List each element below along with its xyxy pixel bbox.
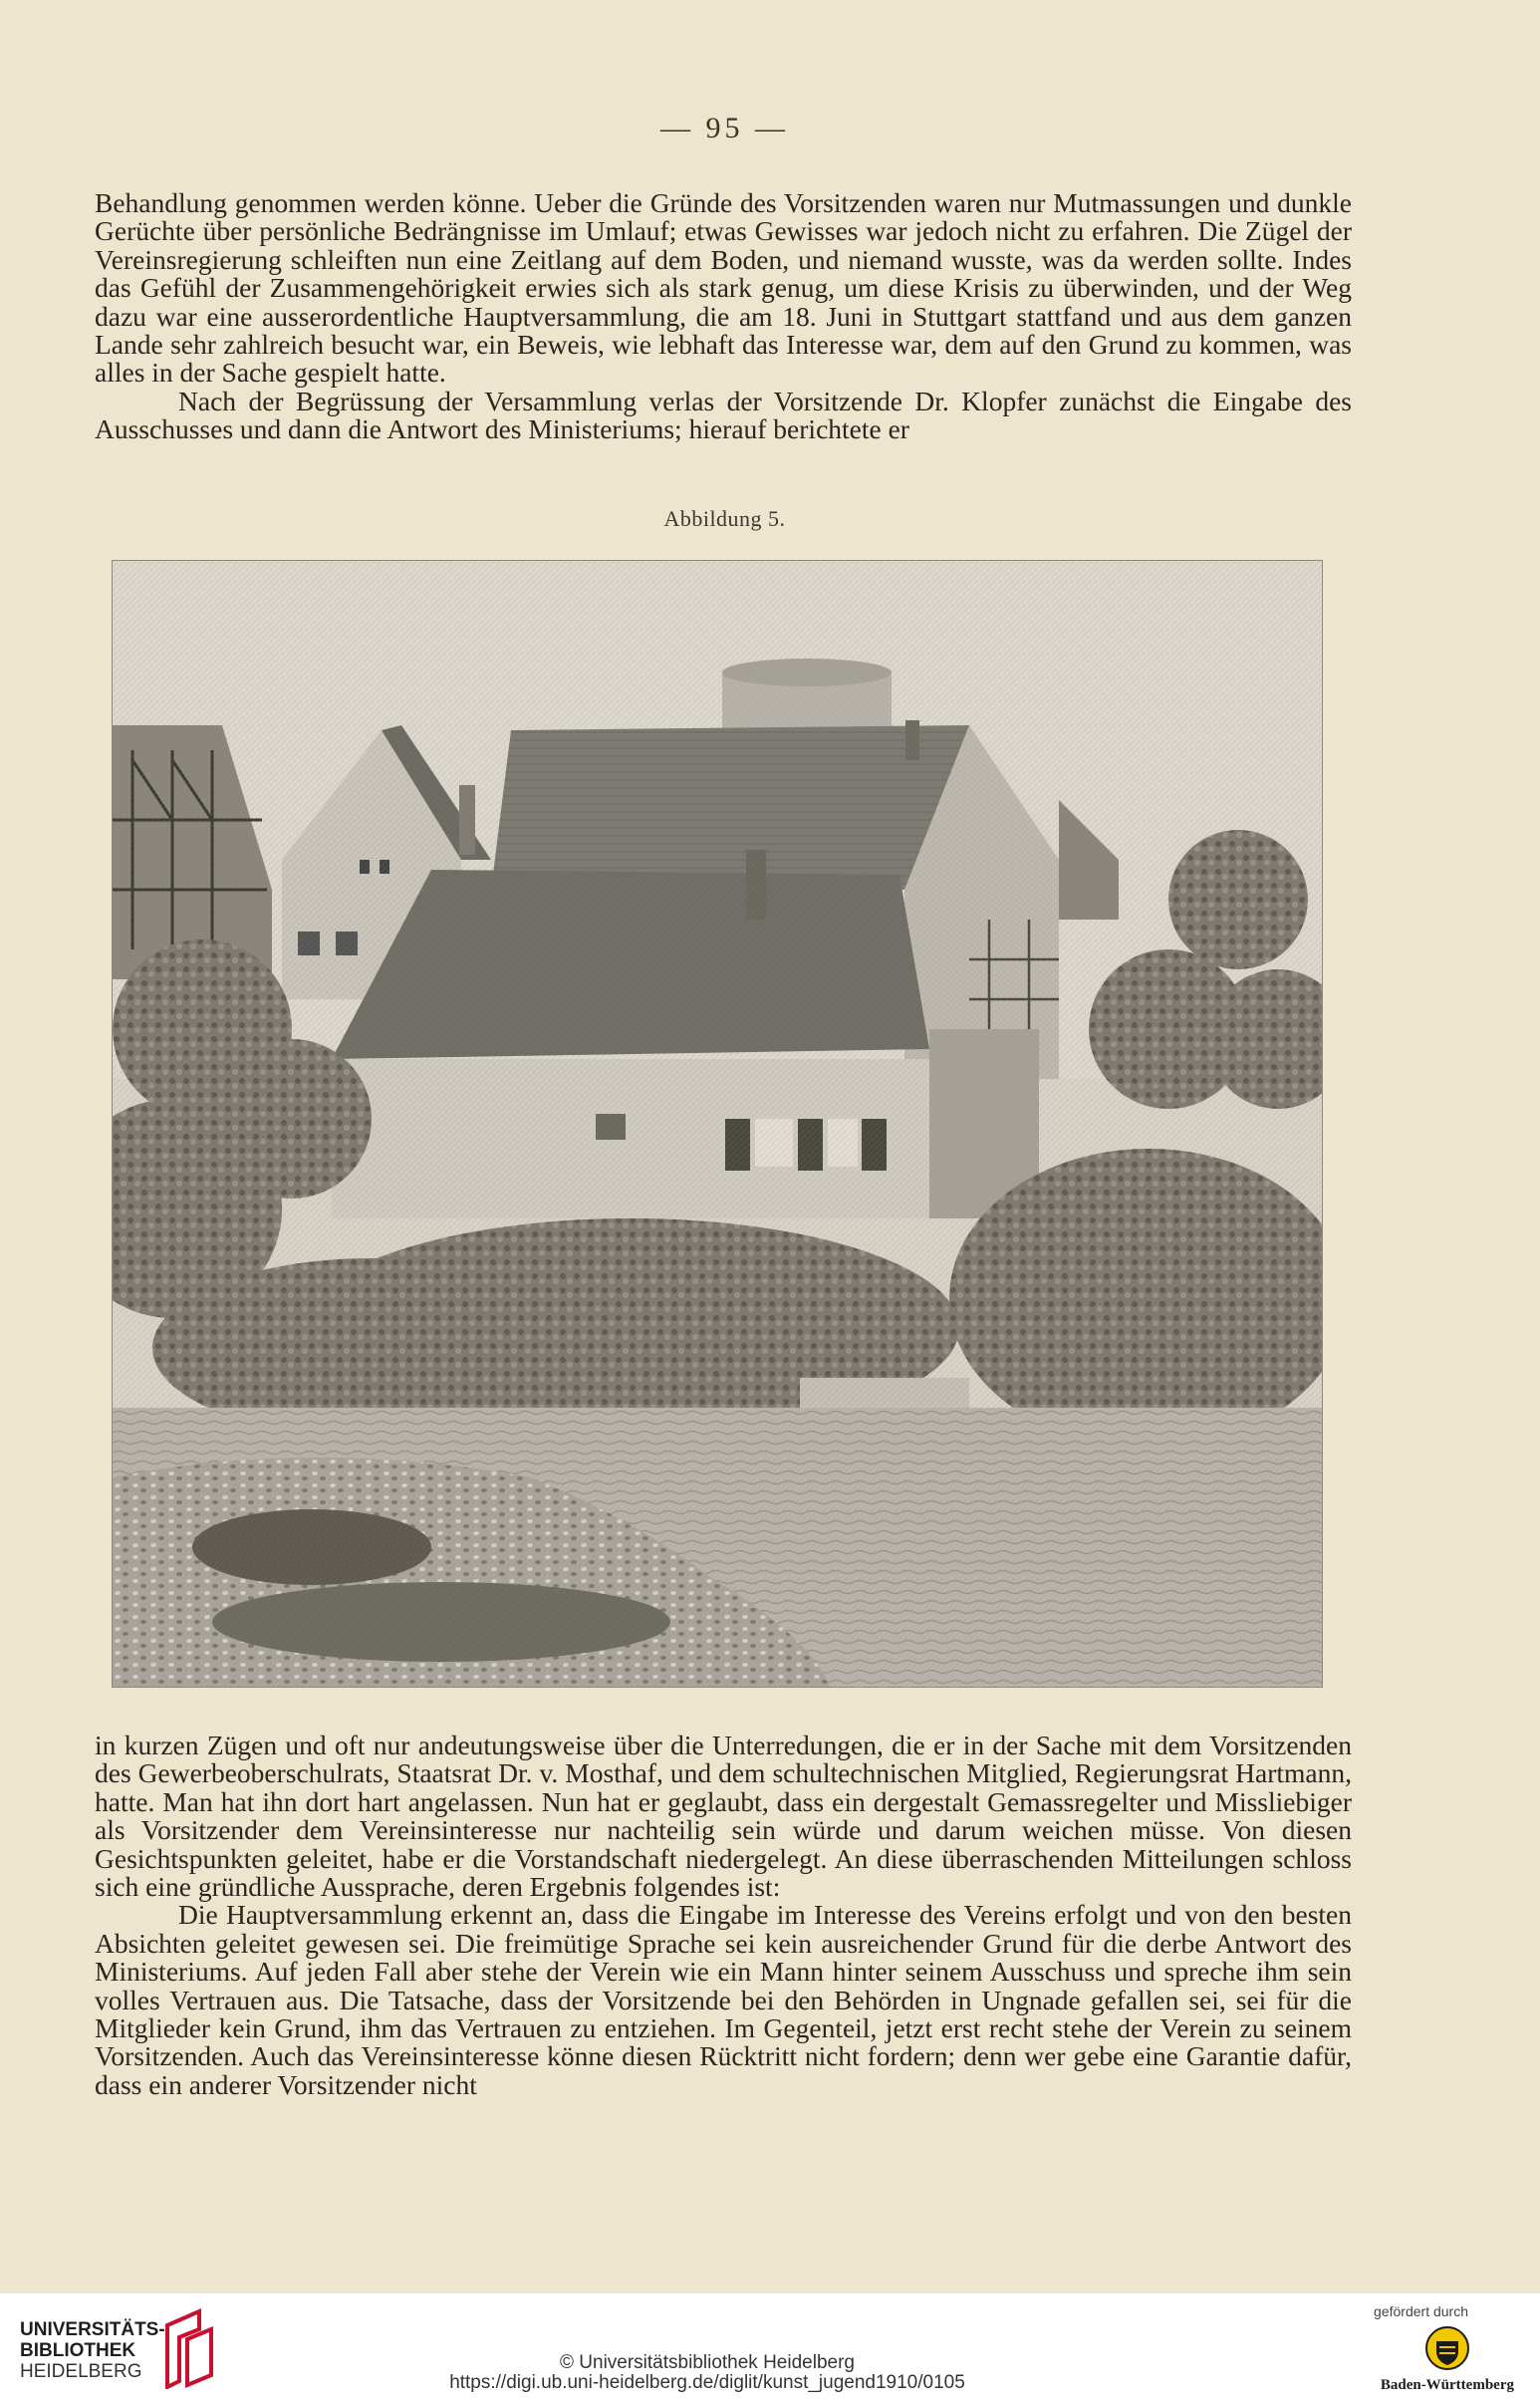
library-line: BIBLIOTHEK xyxy=(20,2340,136,2361)
paragraph: Nach der Begrüssung der Versammlung verlas der Vorsitzende Dr. Klopfer zunächst die Eingabe des Ausschusses und dann die Antwort des Ministeriums; hierauf berichtete er xyxy=(95,385,1352,445)
funder-name: Baden-Württemberg xyxy=(1380,2377,1514,2393)
footer-bar xyxy=(0,2293,1540,2404)
copyright-text: © Universitätsbibliothek Heidelberg xyxy=(560,2352,855,2373)
funded-by-label: gefördert durch xyxy=(1374,2303,1468,2319)
body-text-bottom xyxy=(95,1732,1352,2099)
copyright-notice xyxy=(0,2353,1414,2393)
paragraph: in kurzen Zügen und oft nur andeutungsweise über die Unterredungen, die er in der Sache mit dem Vorsitzenden des Gewerbeoberschulrats, Staatsrat Dr. v. Mosthaf, und dem schultechnischen Mitglied, Regierungsrat Hartmann, hatte. Man hat ihn dort hart angelassen. Nun hat er geglaubt, dass ein dergestalt Gemassregelter und Missliebiger als Vorsitzender dem Vereinsinteresse nur nachteilig sein würde und darum weichen müsse. Von diesen Gesichtspunkten geleitet, habe er die Vorstandschaft niedergelegt. An diese überraschenden Mitteilungen schloss sich eine gründliche Aussprache, deren Ergebnis folgendes ist: xyxy=(95,1730,1352,1903)
library-line: HEIDELBERG xyxy=(20,2361,142,2382)
figure-caption: Abbildung 5. xyxy=(663,506,786,531)
paragraph: Behandlung genommen werden könne. Ueber die Gründe des Vorsitzenden waren nur Mutmassungen und dunkle Gerüchte über persönliche Bedrängnisse im Umlauf; etwas Gewisses war jedoch nicht zu erfahren. Die Zügel der Vereinsregierung schleiften nun eine Zeitlang auf dem Boden, und niemand wusste, was da werden sollte. Indes das Gefühl der Zusammengehörigkeit erwies sich als stark genug, um diese Krisis zu überwinden, und der Weg dazu war eine ausserordentliche Hauptversammlung, die am 18. Juni in Stuttgart stattfand und aus dem ganzen Lande sehr zahlreich besucht war, ein Beweis, wie lebhaft das Interesse war, dem auf den Grund zu kommen, was alles in der Sache gespielt hatte. xyxy=(95,187,1352,389)
page-number: — 95 — xyxy=(660,112,789,144)
figure-illustration xyxy=(112,560,1323,1688)
body-text-top xyxy=(95,189,1352,444)
source-url[interactable]: https://digi.ub.uni-heidelberg.de/diglit/kunst_jugend1910/0105 xyxy=(449,2372,965,2393)
baden-wuerttemberg-seal-icon xyxy=(1424,2325,1470,2371)
paragraph: Die Hauptversammlung erkennt an, dass die Eingabe im Interesse des Vereins erfolgt und von den besten Absichten geleitet gewesen sei. Die freimütige Sprache sei kein ausreichender Grund für die derbe Antwort des Ministeriums. Auf jeden Fall aber stehe der Verein wie ein Mann hinter seinem Ausschuss und spreche ihm sein volles Vertrauen aus. Die Tatsache, dass der Vorsitzende bei den Behörden in Ungnade gefallen sei, sei für die Mitglieder kein Grund, ihm das Vertrauen zu entziehen. Im Gegenteil, jetzt erst recht stehe der Verein zu seinem Vorsitzenden. Auch das Vereinsinteresse könne diesen Rücktritt nicht fordern; denn wer gebe eine Garantie dafür, dass ein anderer Vorsitzender nicht xyxy=(95,1899,1352,2100)
library-line: UNIVERSITÄTS- xyxy=(20,2319,165,2340)
